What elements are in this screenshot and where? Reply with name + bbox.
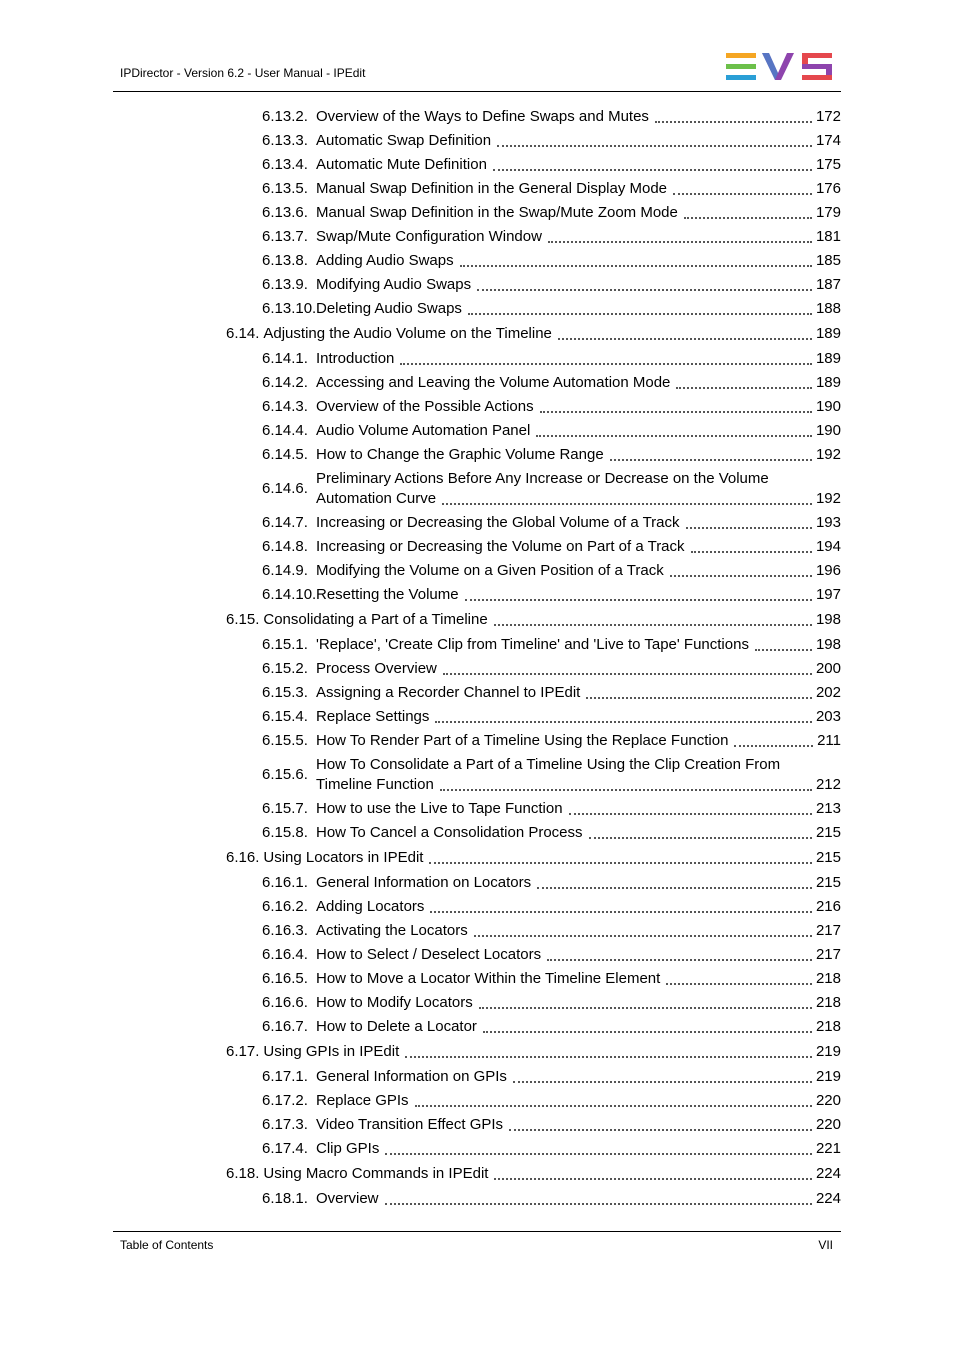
dot-leader (536, 434, 812, 437)
toc-subsection-entry[interactable] (262, 823, 841, 843)
toc-entry-page: 217 (815, 946, 841, 963)
dot-leader (589, 836, 812, 839)
toc-entry-number: 6.15.6. (262, 766, 308, 783)
toc-entry-number: 6.15.5. (262, 732, 308, 749)
toc-entry-number: 6.14.9. (262, 562, 308, 579)
toc-subsection-entry[interactable] (262, 921, 841, 941)
toc-entry-page: 192 (815, 490, 841, 507)
toc-entry-page: 196 (815, 562, 841, 579)
toc-subsection-entry[interactable] (262, 1067, 841, 1087)
toc-entry-title: Using Macro Commands in IPEdit (263, 1165, 489, 1182)
toc-subsection-entry[interactable] (262, 131, 841, 151)
toc-entry-page: 198 (815, 611, 841, 628)
dot-leader (483, 1030, 812, 1033)
toc-section-entry[interactable] (226, 324, 841, 344)
toc-subsection-entry[interactable] (262, 969, 841, 989)
evs-logo (726, 53, 834, 81)
toc-subsection-entry[interactable] (262, 155, 841, 175)
dot-leader (440, 788, 812, 791)
toc-entry-page: 220 (815, 1092, 841, 1109)
toc-entry-number: 6.15. (226, 611, 260, 628)
toc-entry-page: 221 (815, 1140, 841, 1157)
toc-entry-number: 6.18.1. (262, 1190, 308, 1207)
dot-leader (497, 144, 812, 147)
toc-entry-number: 6.17.3. (262, 1116, 308, 1133)
toc-entry-page: 200 (815, 660, 841, 677)
toc-subsection-entry[interactable] (262, 799, 841, 819)
toc-subsection-entry[interactable] (262, 349, 841, 369)
toc-entry-title: Preliminary Actions Before Any Increase or Decrease on the Volume (316, 470, 769, 487)
dot-leader (465, 598, 812, 601)
toc-subsection-entry[interactable] (262, 755, 841, 795)
dot-leader (537, 886, 812, 889)
toc-entry-title: Manual Swap Definition in the Swap/Mute Zoom Mode (316, 204, 678, 221)
toc-entry-title: How To Render Part of a Timeline Using the Replace Function (316, 732, 729, 749)
toc-entry-page: 198 (815, 636, 841, 653)
toc-entry-title: Adjusting the Audio Volume on the Timeline (263, 325, 552, 342)
toc-entry-title: Overview of the Ways to Define Swaps and Mutes (316, 108, 649, 125)
toc-entry-title: How to Move a Locator Within the Timeline Element (316, 970, 661, 987)
toc-entry-page: 216 (815, 898, 841, 915)
toc-entry-title: Audio Volume Automation Panel (316, 422, 531, 439)
toc-entry-page: 215 (815, 874, 841, 891)
toc-entry-number: 6.15.8. (262, 824, 308, 841)
toc-subsection-entry[interactable] (262, 1139, 841, 1159)
toc-entry-title: Automation Curve (316, 490, 437, 507)
page-number: VII (818, 1238, 833, 1252)
toc-entry-title: Video Transition Effect GPIs (316, 1116, 504, 1133)
toc-entry-number: 6.17.2. (262, 1092, 308, 1109)
toc-entry-number: 6.16.5. (262, 970, 308, 987)
header-rule (113, 91, 841, 92)
toc-entry-page: 189 (815, 374, 841, 391)
toc-entry-number: 6.17. (226, 1043, 260, 1060)
footer-section: Table of Contents (120, 1238, 214, 1252)
toc-subsection-entry[interactable] (262, 683, 841, 703)
toc-entry-title: Timeline Function (316, 776, 434, 793)
toc-entry-title: Increasing or Decreasing the Volume on Part of a Track (316, 538, 685, 555)
toc-entry-title: 'Replace', 'Create Clip from Timeline' and 'Live to Tape' Functions (316, 636, 749, 653)
toc-entry-title: Introduction (316, 350, 395, 367)
logo-letter-e (726, 53, 756, 80)
toc-entry-number: 6.15.1. (262, 636, 308, 653)
toc-entry-title: Swap/Mute Configuration Window (316, 228, 542, 245)
toc-entry-number: 6.16.7. (262, 1018, 308, 1035)
toc-entry-title: How To Cancel a Consolidation Process (316, 824, 583, 841)
toc-subsection-entry[interactable] (262, 373, 841, 393)
dot-leader (610, 458, 812, 461)
toc-subsection-entry[interactable] (262, 731, 841, 751)
dot-leader (415, 1104, 812, 1107)
toc-entry-title: Adding Audio Swaps (316, 252, 454, 269)
dot-leader (676, 386, 812, 389)
toc-entry-number: 6.14.5. (262, 446, 308, 463)
toc-entry-number: 6.14.2. (262, 374, 308, 391)
toc-section-entry[interactable] (226, 1164, 841, 1184)
dot-leader (385, 1202, 812, 1205)
toc-entry-number: 6.14.10. (262, 586, 317, 603)
dot-leader (460, 264, 812, 267)
dot-leader (655, 120, 812, 123)
dot-leader (548, 240, 812, 243)
toc-entry-page: 218 (815, 1018, 841, 1035)
toc-subsection-entry[interactable] (262, 897, 841, 917)
toc-entry-page: 188 (815, 300, 841, 317)
toc-subsection-entry[interactable] (262, 203, 841, 223)
toc-entry-title: Manual Swap Definition in the General Display Mode (316, 180, 668, 197)
toc-subsection-entry[interactable] (262, 537, 841, 557)
toc-entry-page: 172 (815, 108, 841, 125)
toc-entry-title: Replace GPIs (316, 1092, 409, 1109)
toc-entry-title: Accessing and Leaving the Volume Automation Mode (316, 374, 671, 391)
toc-entry-title: Deleting Audio Swaps (316, 300, 462, 317)
toc-entry-page: 220 (815, 1116, 841, 1133)
toc-entry-number: 6.14.3. (262, 398, 308, 415)
toc-entry-title: How To Consolidate a Part of a Timeline Using the Clip Creation From (316, 756, 781, 773)
dot-leader (734, 744, 813, 747)
toc-entry-title: Automatic Mute Definition (316, 156, 487, 173)
toc-entry-number: 6.13.5. (262, 180, 308, 197)
toc-entry-page: 202 (815, 684, 841, 701)
dot-leader (558, 337, 812, 340)
dot-leader (755, 648, 812, 651)
toc-entry-page: 179 (815, 204, 841, 221)
toc-subsection-entry[interactable] (262, 275, 841, 295)
toc-subsection-entry[interactable] (262, 1017, 841, 1037)
toc-subsection-entry[interactable] (262, 179, 841, 199)
toc-entry-number: 6.13.10. (262, 300, 317, 317)
toc-entry-page: 212 (815, 776, 841, 793)
toc-entry-number: 6.14.6. (262, 480, 308, 497)
toc-entry-number: 6.16.2. (262, 898, 308, 915)
toc-entry-number: 6.13.9. (262, 276, 308, 293)
dot-leader (429, 861, 812, 864)
toc-entry-page: 224 (815, 1165, 841, 1182)
toc-entry-title: Activating the Locators (316, 922, 468, 939)
toc-entry-title: Modifying the Volume on a Given Position of a Track (316, 562, 664, 579)
toc-entry-page: 174 (815, 132, 841, 149)
toc-entry-title: Overview (316, 1190, 379, 1207)
toc-subsection-entry[interactable] (262, 299, 841, 319)
dot-leader (569, 812, 812, 815)
toc-entry-page: 190 (815, 422, 841, 439)
dot-leader (494, 623, 812, 626)
toc-entry-number: 6.14. (226, 325, 260, 342)
toc-entry-page: 218 (815, 970, 841, 987)
toc-entry-title: Overview of the Possible Actions (316, 398, 534, 415)
toc-entry-page: 192 (815, 446, 841, 463)
toc-entry-page: 203 (815, 708, 841, 725)
toc-subsection-entry[interactable] (262, 659, 841, 679)
toc-subsection-entry[interactable] (262, 993, 841, 1013)
dot-leader (670, 574, 812, 577)
toc-entry-page: 224 (815, 1190, 841, 1207)
toc-entry-title: Process Overview (316, 660, 437, 677)
toc-subsection-entry[interactable] (262, 227, 841, 247)
dot-leader (442, 502, 812, 505)
toc-entry-number: 6.13.7. (262, 228, 308, 245)
toc-subsection-entry[interactable] (262, 469, 841, 509)
toc-entry-page: 185 (815, 252, 841, 269)
toc-entry-title: How to Change the Graphic Volume Range (316, 446, 604, 463)
toc-entry-title: How to Delete a Locator (316, 1018, 477, 1035)
toc-entry-title: Increasing or Decreasing the Global Volume of a Track (316, 514, 680, 531)
toc-entry-page: 217 (815, 922, 841, 939)
toc-entry-page: 176 (815, 180, 841, 197)
toc-section-entry[interactable] (226, 848, 841, 868)
toc-entry-number: 6.14.8. (262, 538, 308, 555)
logo-letter-v (762, 53, 794, 80)
dot-leader (586, 696, 812, 699)
toc-entry-page: 181 (815, 228, 841, 245)
toc-entry-title: Clip GPIs (316, 1140, 380, 1157)
toc-entry-number: 6.13.3. (262, 132, 308, 149)
toc-subsection-entry[interactable] (262, 251, 841, 271)
footer-rule (113, 1231, 841, 1232)
dot-leader (666, 982, 812, 985)
dot-leader (430, 910, 812, 913)
toc-entry-page: 215 (815, 824, 841, 841)
toc-entry-number: 6.17.4. (262, 1140, 308, 1157)
dot-leader (474, 934, 812, 937)
toc-entry-title: Adding Locators (316, 898, 425, 915)
dot-leader (673, 192, 812, 195)
dot-leader (540, 410, 812, 413)
toc-entry-number: 6.18. (226, 1165, 260, 1182)
toc-subsection-entry[interactable] (262, 707, 841, 727)
toc-entry-title: General Information on Locators (316, 874, 532, 891)
toc-subsection-entry[interactable] (262, 107, 841, 127)
toc-entry-title: Using GPIs in IPEdit (263, 1043, 400, 1060)
dot-leader (684, 216, 812, 219)
dot-leader (443, 672, 812, 675)
toc-entry-title: Replace Settings (316, 708, 430, 725)
toc-entry-number: 6.13.2. (262, 108, 308, 125)
toc-subsection-entry[interactable] (262, 585, 841, 605)
toc-entry-number: 6.14.1. (262, 350, 308, 367)
dot-leader (477, 288, 812, 291)
toc-subsection-entry[interactable] (262, 513, 841, 533)
toc-entry-title: Assigning a Recorder Channel to IPEdit (316, 684, 581, 701)
toc-entry-page: 218 (815, 994, 841, 1011)
toc-entry-page: 189 (815, 325, 841, 342)
document-title: IPDirector - Version 6.2 - User Manual - IPEdit (120, 66, 366, 80)
toc-entry-number: 6.16.3. (262, 922, 308, 939)
toc-entry-number: 6.15.2. (262, 660, 308, 677)
toc-section-entry[interactable] (226, 1042, 841, 1062)
toc-entry-page: 211 (817, 732, 841, 749)
toc-entry-number: 6.16.1. (262, 874, 308, 891)
toc-entry-number: 6.14.4. (262, 422, 308, 439)
dot-leader (509, 1128, 812, 1131)
dot-leader (691, 550, 812, 553)
toc-entry-number: 6.16.6. (262, 994, 308, 1011)
dot-leader (468, 312, 812, 315)
toc-subsection-entry[interactable] (262, 421, 841, 441)
dot-leader (547, 958, 812, 961)
dot-leader (513, 1080, 812, 1083)
toc-entry-number: 6.15.4. (262, 708, 308, 725)
toc-subsection-entry[interactable] (262, 397, 841, 417)
toc-entry-number: 6.13.4. (262, 156, 308, 173)
toc-entry-page: 189 (815, 350, 841, 367)
toc-entry-number: 6.13.6. (262, 204, 308, 221)
toc-entry-page: 194 (815, 538, 841, 555)
toc-entry-number: 6.13.8. (262, 252, 308, 269)
toc-entry-number: 6.16. (226, 849, 260, 866)
dot-leader (494, 1177, 812, 1180)
toc-entry-page: 215 (815, 849, 841, 866)
toc-entry-title: How to Select / Deselect Locators (316, 946, 542, 963)
toc-subsection-entry[interactable] (262, 635, 841, 655)
toc-entry-title: How to Modify Locators (316, 994, 473, 1011)
dot-leader (400, 362, 812, 365)
toc-entry-title: Using Locators in IPEdit (263, 849, 424, 866)
toc-entry-page: 219 (815, 1068, 841, 1085)
toc-entry-title: Resetting the Volume (316, 586, 459, 603)
dot-leader (493, 168, 812, 171)
toc-subsection-entry[interactable] (262, 1189, 841, 1209)
toc-subsection-entry[interactable] (262, 1091, 841, 1111)
toc-entry-number: 6.14.7. (262, 514, 308, 531)
toc-subsection-entry[interactable] (262, 1115, 841, 1135)
dot-leader (385, 1152, 812, 1155)
toc-subsection-entry[interactable] (262, 445, 841, 465)
dot-leader (686, 526, 812, 529)
toc-entry-title: General Information on GPIs (316, 1068, 507, 1085)
toc-entry-number: 6.16.4. (262, 946, 308, 963)
toc-entry-page: 193 (815, 514, 841, 531)
toc-subsection-entry[interactable] (262, 945, 841, 965)
dot-leader (405, 1055, 812, 1058)
toc-entry-page: 190 (815, 398, 841, 415)
toc-section-entry[interactable] (226, 610, 841, 630)
toc-entry-number: 6.15.7. (262, 800, 308, 817)
toc-entry-title: Consolidating a Part of a Timeline (263, 611, 488, 628)
toc-entry-page: 197 (815, 586, 841, 603)
dot-leader (435, 720, 812, 723)
toc-entry-title: Modifying Audio Swaps (316, 276, 472, 293)
toc-entry-page: 219 (815, 1043, 841, 1060)
toc-subsection-entry[interactable] (262, 873, 841, 893)
logo-letter-s (802, 53, 832, 80)
toc-entry-page: 213 (815, 800, 841, 817)
toc-entry-number: 6.17.1. (262, 1068, 308, 1085)
dot-leader (479, 1006, 812, 1009)
toc-entry-page: 175 (815, 156, 841, 173)
toc-entry-title: How to use the Live to Tape Function (316, 800, 563, 817)
toc-subsection-entry[interactable] (262, 561, 841, 581)
toc-entry-page: 187 (815, 276, 841, 293)
toc-entry-number: 6.15.3. (262, 684, 308, 701)
toc-entry-title: Automatic Swap Definition (316, 132, 492, 149)
